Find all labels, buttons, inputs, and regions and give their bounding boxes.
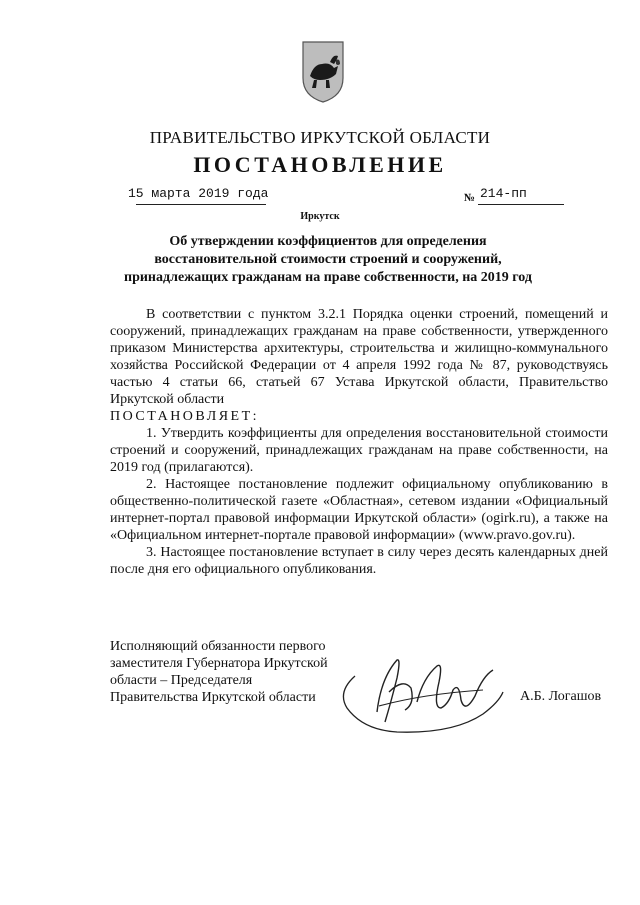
signatory-name: А.Б. Логашов (520, 689, 602, 704)
document-city: Иркутск (300, 211, 340, 222)
handwritten-signature (333, 648, 513, 738)
position-line: Правительства Иркутской области (110, 690, 316, 705)
position-line: области – Председателя (110, 673, 253, 688)
number-sign: № (464, 192, 476, 204)
signatory-position (110, 638, 328, 706)
document-type: ПОСТАНОВЛЕНИЕ (193, 152, 447, 177)
item-paragraph: 3. Настоящее постановление вступает в силу через десять календарных дней после дня его официального опубликования. (110, 545, 608, 577)
document-title: Об утверждении коэффициентов для определения восстановительной стоимости строений и сооружений, принадлежащих гражданам на праве собственности, на 2019 год (124, 234, 532, 285)
position-line: Исполняющий обязанности первого (110, 639, 326, 654)
government-name: ПРАВИТЕЛЬСТВО ИРКУТСКОЙ ОБЛАСТИ (149, 128, 491, 147)
item-paragraph: 2. Настоящее постановление подлежит официальному опубликованию в общественно-политической газете «Областная», сетевом издании «Официальный интернет-портал правовой информации Иркутской области» (ogirk.ru), а также на «Официальном интернет-портале правовой информации» (www.pravo.gov.ru). (110, 477, 608, 543)
resolves-heading: ПОСТАНОВЛЯЕТ: (110, 409, 260, 424)
item-paragraph: 1. Утвердить коэффициенты для определения восстановительной стоимости строений и сооружений, принадлежащих гражданам на праве собственности, на 2019 год (прилагаются). (110, 426, 608, 475)
coat-of-arms-emblem (300, 40, 346, 104)
preamble-paragraph: В соответствии с пунктом 3.2.1 Порядка оценки строений, помещений и сооружений, принадлежащих гражданам на праве собственности, утвержденного приказом Министерства архитектуры, строительства и жилищно-коммунального хозяйства Российской Федерации от 4 апреля 1992 года № 87, руководствуясь частью 4 статьи 66, статьей 67 Устава Иркутской области, Правительство Иркутской области (110, 307, 608, 407)
document-date: 15 марта 2019 года (128, 186, 269, 201)
number-underline (478, 204, 564, 205)
date-underline (136, 204, 266, 205)
document-number: 214-пп (480, 186, 527, 201)
position-line: заместителя Губернатора Иркутской (110, 656, 328, 671)
document-body (110, 306, 608, 578)
